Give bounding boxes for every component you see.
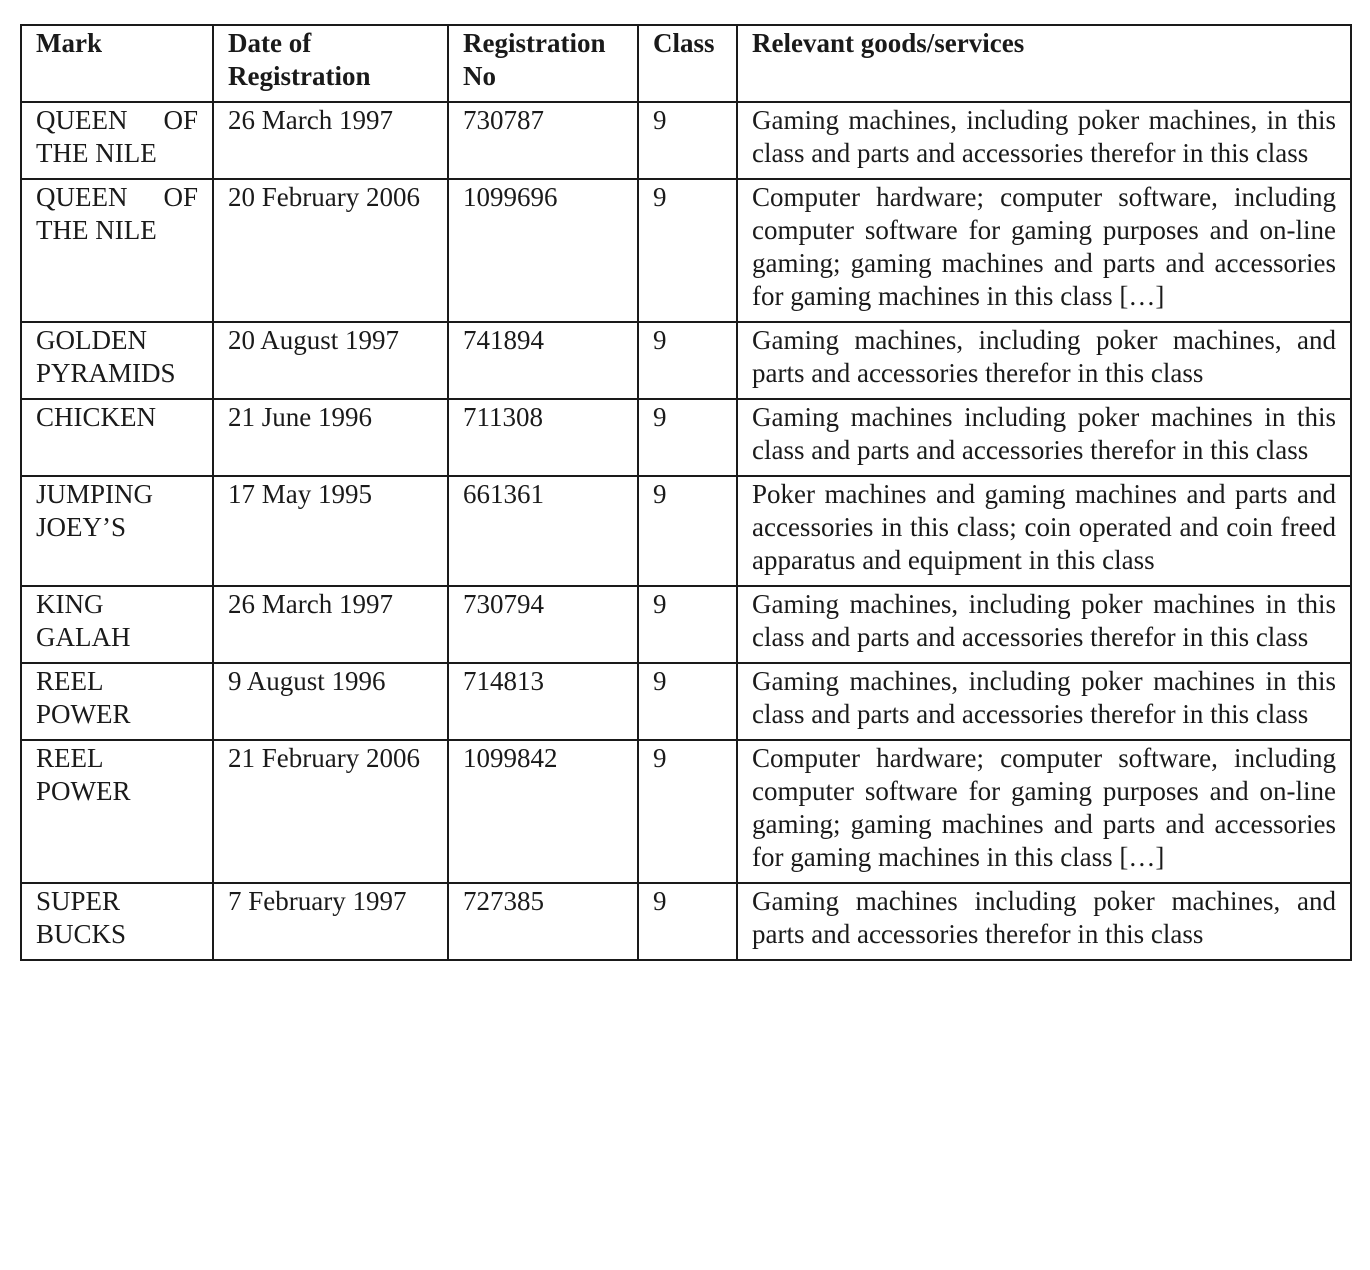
cell-registration-no: 1099696: [448, 179, 638, 322]
cell-date: 7 February 1997: [213, 883, 448, 960]
cell-goods-services: Gaming machines, including poker machines, and parts and accessories therefor in this class: [737, 322, 1351, 399]
cell-goods-services: Computer hardware; computer software, including computer software for gaming purposes and on-line gaming; gaming machines and parts and accessories for gaming machines in this class […]: [737, 740, 1351, 883]
cell-date: 26 March 1997: [213, 102, 448, 179]
cell-registration-no: 711308: [448, 399, 638, 476]
cell-class: 9: [638, 179, 737, 322]
table-row: [21, 663, 1351, 740]
cell-mark: REEL POWER: [21, 663, 213, 740]
cell-date: 20 August 1997: [213, 322, 448, 399]
cell-class: 9: [638, 586, 737, 663]
cell-mark: JUMPING JOEY’S: [21, 476, 213, 586]
cell-goods-services: Gaming machines, including poker machines in this class and parts and accessories therefor in this class: [737, 663, 1351, 740]
cell-goods-services: Gaming machines, including poker machines, in this class and parts and accessories therefor in this class: [737, 102, 1351, 179]
cell-class: 9: [638, 399, 737, 476]
cell-goods-services: Poker machines and gaming machines and parts and accessories in this class; coin operated and coin freed apparatus and equipment in this class: [737, 476, 1351, 586]
cell-mark: KING GALAH: [21, 586, 213, 663]
cell-date: 9 August 1996: [213, 663, 448, 740]
cell-class: 9: [638, 102, 737, 179]
cell-date: 20 February 2006: [213, 179, 448, 322]
cell-goods-services: Gaming machines including poker machines in this class and parts and accessories therefor in this class: [737, 399, 1351, 476]
table-row: [21, 586, 1351, 663]
cell-registration-no: 730794: [448, 586, 638, 663]
table-row: [21, 322, 1351, 399]
cell-class: 9: [638, 476, 737, 586]
table-row: [21, 883, 1351, 960]
cell-registration-no: 730787: [448, 102, 638, 179]
cell-date: 26 March 1997: [213, 586, 448, 663]
cell-mark: QUEEN OF THE NILE: [21, 179, 213, 322]
cell-class: 9: [638, 740, 737, 883]
cell-mark: SUPER BUCKS: [21, 883, 213, 960]
cell-date: 21 February 2006: [213, 740, 448, 883]
cell-class: 9: [638, 663, 737, 740]
cell-goods-services: Gaming machines, including poker machines in this class and parts and accessories therefor in this class: [737, 586, 1351, 663]
table-row: [21, 399, 1351, 476]
table-row: [21, 740, 1351, 883]
table-row: [21, 476, 1351, 586]
cell-mark: QUEEN OF THE NILE: [21, 102, 213, 179]
cell-mark: GOLDEN PYRAMIDS: [21, 322, 213, 399]
cell-mark: CHICKEN: [21, 399, 213, 476]
cell-goods-services: Gaming machines including poker machines, and parts and accessories therefor in this class: [737, 883, 1351, 960]
cell-registration-no: 741894: [448, 322, 638, 399]
cell-class: 9: [638, 883, 737, 960]
cell-registration-no: 661361: [448, 476, 638, 586]
table-header-row: [21, 25, 1351, 102]
cell-class: 9: [638, 322, 737, 399]
table-row: [21, 102, 1351, 179]
cell-registration-no: 714813: [448, 663, 638, 740]
cell-date: 21 June 1996: [213, 399, 448, 476]
cell-goods-services: Computer hardware; computer software, including computer software for gaming purposes and on-line gaming; gaming machines and parts and accessories for gaming machines in this class […]: [737, 179, 1351, 322]
cell-date: 17 May 1995: [213, 476, 448, 586]
cell-registration-no: 1099842: [448, 740, 638, 883]
header-date-of-registration: Date of Registration: [213, 25, 448, 102]
header-class: Class: [638, 25, 737, 102]
header-mark: Mark: [21, 25, 213, 102]
cell-registration-no: 727385: [448, 883, 638, 960]
table-row: [21, 179, 1351, 322]
cell-mark: REEL POWER: [21, 740, 213, 883]
header-relevant-goods-services: Relevant goods/services: [737, 25, 1351, 102]
header-registration-no: Registration No: [448, 25, 638, 102]
trademark-registrations-table: [20, 24, 1352, 961]
